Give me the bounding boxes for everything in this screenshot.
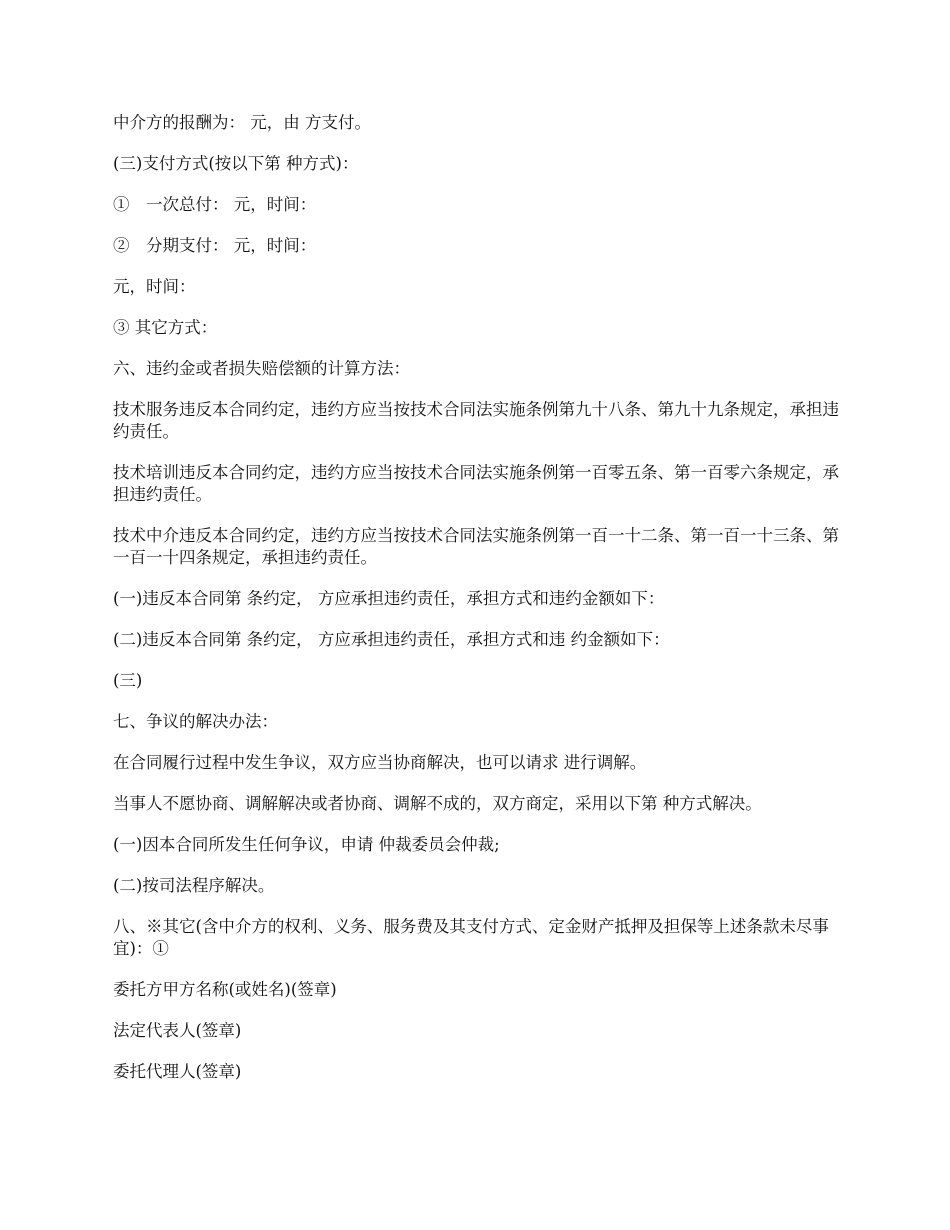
paragraph-training-breach: 技术培训违反本合同约定，违约方应当按技术合同法实施条例第一百零五条、第一百零六条规定，承担违约责任。	[113, 463, 839, 504]
paragraph-service-breach: 技术服务违反本合同约定，违约方应当按技术合同法实施条例第九十八条、第九十九条规定，承担违约责任。	[113, 400, 839, 441]
section-heading-dispute: 七、争议的解决办法：	[113, 712, 278, 731]
paragraph-installment-2: 元，时间：	[113, 277, 196, 296]
paragraph-payment-method: (三)支付方式(按以下第 种方式)：	[113, 154, 359, 173]
signature-agent: 委托代理人(签章)	[113, 1062, 242, 1081]
signature-client-name: 委托方甲方名称(或姓名)(签章)	[113, 980, 337, 999]
paragraph-breach-3: (三)	[113, 671, 143, 690]
paragraph-intermediary-breach: 技术中介违反本合同约定，违约方应当按技术合同法实施条例第一百一十二条、第一百一十三条、第一百一十四条规定，承担违约责任。	[113, 526, 839, 567]
paragraph-resolution-choice: 当事人不愿协商、调解解决或者协商、调解不成的，双方商定，采用以下第 种方式解决。	[113, 794, 762, 813]
document-body	[113, 112, 840, 1102]
paragraph-judicial: (二)按司法程序解决。	[113, 876, 275, 895]
section-heading-penalty: 六、违约金或者损失赔偿额的计算方法：	[113, 359, 410, 378]
paragraph-breach-1: (一)违反本合同第 条约定， 方应承担违约责任，承担方式和违约金额如下：	[113, 589, 665, 608]
section-heading-other: 八、※其它(含中介方的权利、义务、服务费及其支付方式、定金财产抵押及担保等上述条款未尽事宜)：①	[113, 917, 829, 958]
paragraph-other-method: ③ 其它方式：	[113, 318, 218, 337]
paragraph-breach-2: (二)违反本合同第 条约定， 方应承担违约责任，承担方式和违 约金额如下：	[113, 630, 670, 649]
paragraph-remuneration: 中介方的报酬为： 元，由 方支付。	[113, 113, 371, 132]
paragraph-lump-sum: ① 一次总付： 元，时间：	[113, 195, 317, 214]
paragraph-installment: ② 分期支付： 元，时间：	[113, 236, 317, 255]
paragraph-negotiation: 在合同履行过程中发生争议，双方应当协商解决，也可以请求 进行调解。	[113, 753, 647, 772]
paragraph-arbitration: (一)因本合同所发生任何争议，申请 仲裁委员会仲裁;	[113, 835, 500, 854]
signature-legal-rep: 法定代表人(签章)	[113, 1021, 242, 1040]
